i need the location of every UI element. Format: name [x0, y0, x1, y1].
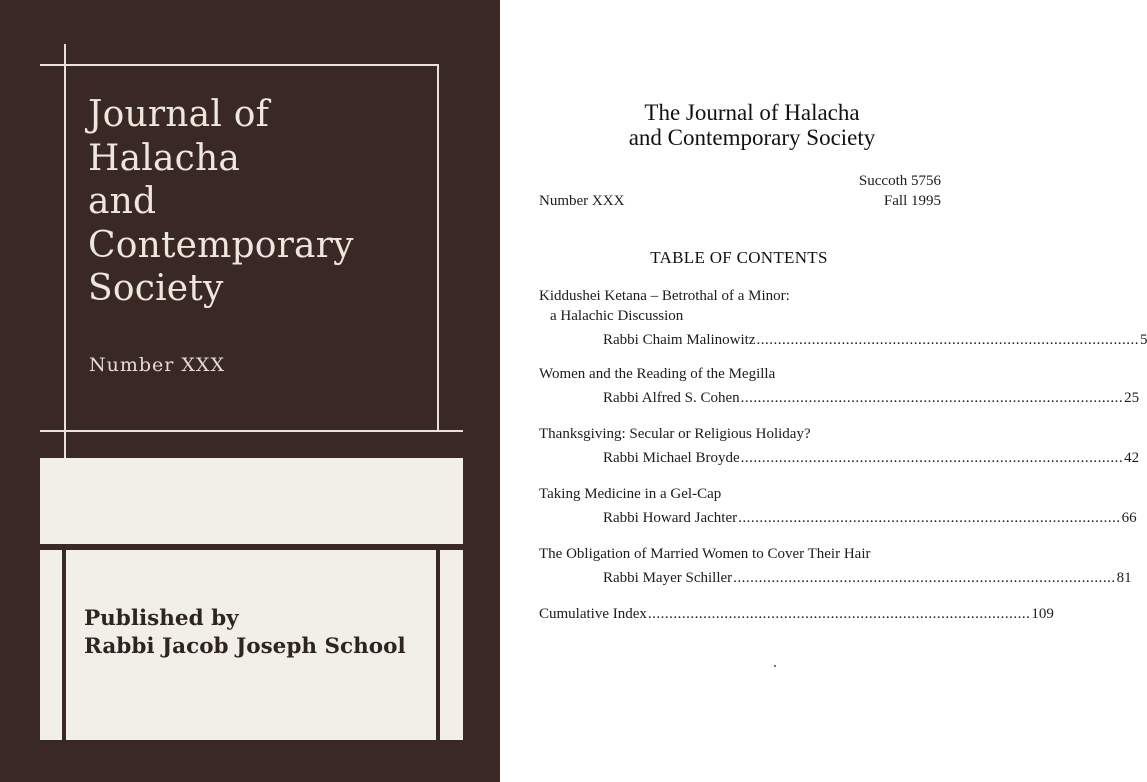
toc-entry-author-line [603, 508, 1137, 528]
toc-entry-title: Taking Medicine in a Gel-Cap [539, 486, 722, 502]
cover-title-line: and [88, 181, 157, 222]
toc-entry-author-line [603, 330, 1147, 350]
toc-entry-page: 5 [1139, 332, 1147, 348]
toc-entry[interactable] [539, 364, 1140, 408]
issue-number: Number XXX [539, 193, 625, 209]
toc-entry-page: 42 [1124, 450, 1140, 466]
toc-entry-author: Rabbi Chaim Malinowitz [603, 332, 756, 348]
journal-cover [0, 0, 500, 782]
toc-entry[interactable] [539, 544, 1132, 588]
cover-title-line: Halacha [88, 137, 241, 179]
toc-entry[interactable] [539, 286, 1147, 350]
toc-entry-author: Rabbi Michael Broyde [603, 450, 740, 466]
publisher-line: Published by [84, 606, 239, 631]
toc-entry-cumulative-index[interactable] [539, 604, 1054, 624]
toc-entry-page: 25 [1124, 390, 1140, 406]
toc-entry-title: The Obligation of Married Women to Cover Their Hair [539, 546, 871, 562]
frame-line-left [64, 44, 66, 459]
toc-entry[interactable] [539, 484, 1137, 528]
cover-label-panel [40, 458, 463, 544]
toc-entry-title: Women and the Reading of the Megilla [539, 366, 776, 382]
dot-leader: .......................................................................................... [738, 510, 1121, 526]
toc-entry-page: 81 [1116, 570, 1132, 586]
toc-heading: TABLE OF CONTENTS [650, 248, 828, 267]
dot-leader: .......................................................................................... [740, 390, 1124, 406]
toc-entry-subtitle: a Halachic Discussion [550, 308, 684, 324]
dot-leader: .......................................................................................... [647, 606, 1031, 622]
cover-title-line: Society [88, 268, 224, 309]
issue-date: Fall 1995 [883, 193, 941, 209]
toc-entry-author-line [603, 568, 1132, 588]
toc-entry[interactable] [539, 424, 1140, 468]
cover-publisher [84, 605, 444, 661]
toc-cumulative-line [539, 604, 1054, 624]
issue-date-block [859, 171, 941, 211]
toc-entry-author-line [603, 388, 1140, 408]
toc-entry-author-line [603, 448, 1140, 468]
toc-cumulative-title: Cumulative Index [539, 606, 647, 622]
page-title-line: and Contemporary Society [628, 125, 876, 150]
frame-line-middle [40, 430, 463, 432]
issue-season: Succoth 5756 [858, 173, 941, 189]
publisher-line: Rabbi Jacob Joseph School [84, 634, 406, 659]
toc-entry-author: Rabbi Howard Jachter [603, 510, 738, 526]
frame-line-right [437, 64, 439, 431]
print-speck [774, 665, 776, 667]
dot-leader: .......................................................................................... [756, 332, 1139, 348]
cover-issue-number: Number XXX [89, 354, 225, 376]
dot-leader: .......................................................................................... [740, 450, 1124, 466]
cover-side-strip-left [40, 550, 62, 740]
cover-title [88, 93, 428, 311]
cover-title-line: Contemporary [88, 224, 354, 266]
toc-entry-author: Rabbi Alfred S. Cohen [603, 390, 740, 406]
page-title [500, 100, 1004, 150]
page-title-line: The Journal of Halacha [644, 100, 860, 125]
toc-entry-page: 66 [1121, 510, 1137, 526]
cover-title-line: Journal of [88, 94, 270, 135]
toc-entry-title: Kiddushei Ketana – Betrothal of a Minor: [539, 288, 790, 304]
toc-cumulative-page: 109 [1031, 606, 1054, 622]
contents-page [500, 0, 1147, 782]
dot-leader: .......................................................................................... [733, 570, 1116, 586]
toc-entry-title: Thanksgiving: Secular or Religious Holiday? [539, 426, 811, 442]
toc-entry-author: Rabbi Mayer Schiller [603, 570, 733, 586]
frame-line-top [40, 64, 439, 66]
